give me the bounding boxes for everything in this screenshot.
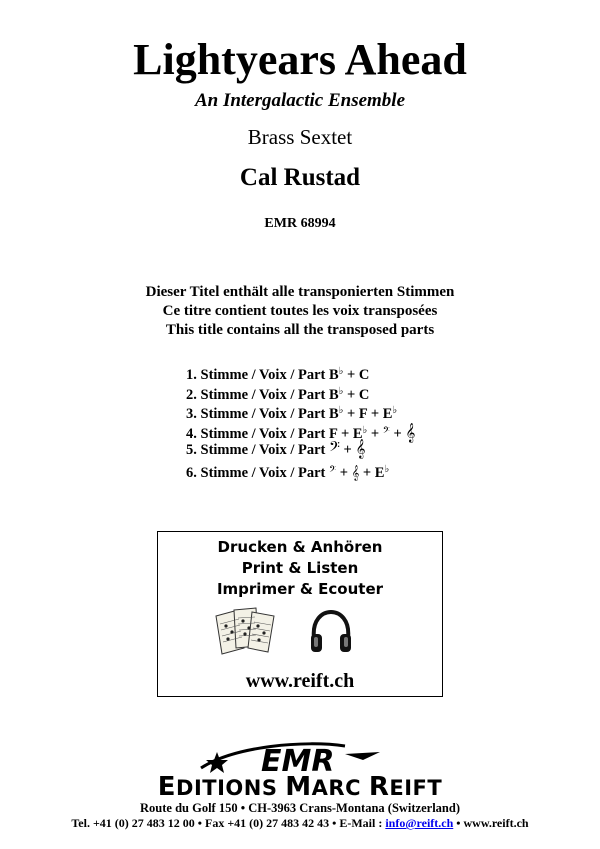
promo-url[interactable]: www.reift.ch [245, 670, 355, 692]
publisher-contact: Tel. +41 (0) 27 483 12 00 • Fax +41 (0) 27 483 42 43 • E-Mail : info@reift.ch • www.reift.ch [71, 816, 529, 830]
ensemble: Brass Sextet [247, 125, 353, 149]
bass-clef-icon: 𝄢 [328, 463, 337, 477]
treble-clef-icon: 𝄞 [351, 465, 360, 481]
composer: Cal Rustad [239, 164, 361, 191]
bass-clef-icon: 𝄢 [328, 439, 340, 459]
flat-sign: ♭ [338, 405, 344, 416]
subtitle: An Intergalactic Ensemble [194, 90, 406, 111]
notice-english: This title contains all the transposed parts [165, 322, 435, 338]
flat-sign: ♭ [392, 405, 398, 416]
email-link[interactable]: info@reift.ch [385, 816, 454, 830]
flat-sign: ♭ [384, 463, 390, 475]
publisher-name: EDITIONS MARC REIFT [157, 772, 443, 802]
flat-sign: ♭ [338, 385, 344, 397]
print-listen-box [157, 531, 443, 697]
title: Lightyears Ahead [133, 35, 467, 84]
notice-french: Ce titre contient toutes les voix transposées [162, 303, 438, 319]
headphones-icon [308, 608, 354, 656]
notice-german: Dieser Titel enthält alle transponierten Stimmen [145, 284, 455, 300]
sheet-music-icon [212, 604, 280, 656]
part-6: 6. Stimme / Voix / Part 𝄢 + 𝄞 + E♭ [186, 463, 390, 481]
publisher-address: Route du Golf 150 • CH-3963 Crans-Montana (Switzerland) [140, 801, 460, 815]
treble-clef-icon: 𝄞 [405, 422, 416, 443]
catalog-number: EMR 68994 [264, 216, 336, 231]
flat-sign: ♭ [338, 366, 344, 377]
treble-clef-icon: 𝄞 [355, 439, 366, 459]
part-1: 1. Stimme / Voix / Part B♭ + C [186, 366, 370, 383]
part-5: 5. Stimme / Voix / Part 𝄢 + 𝄞 [186, 439, 366, 459]
bass-clef-icon: 𝄢 [382, 424, 390, 438]
promo-lines [158, 537, 442, 600]
flat-sign: ♭ [362, 424, 368, 436]
transposed-notice [0, 283, 600, 340]
part-4: 4. Stimme / Voix / Part F + E♭ + 𝄢 + 𝄞 [186, 422, 416, 443]
promo-line-english: Print & Listen [241, 559, 359, 577]
promo-line-french: Imprimer & Ecouter [216, 580, 384, 598]
part-3: 3. Stimme / Voix / Part B♭ + F + E♭ [186, 405, 398, 422]
part-2: 2. Stimme / Voix / Part B♭ + C [186, 385, 370, 403]
promo-line-german: Drucken & Anhören [217, 538, 383, 556]
logo-text: EMR [261, 744, 335, 778]
parts-list [186, 362, 415, 479]
